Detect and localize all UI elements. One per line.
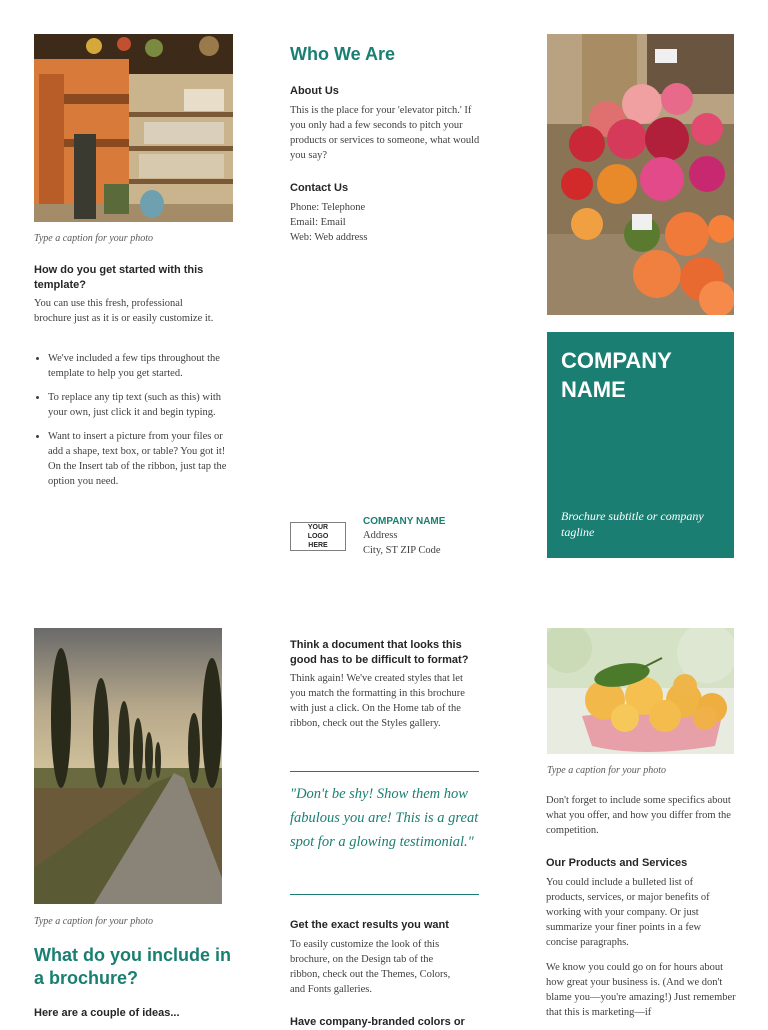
footer-city: City, ST ZIP Code [363, 545, 441, 556]
quote-rule-bottom [290, 894, 479, 895]
testimonial-quote: "Don't be shy! Show them how fabulous you are! This is a great spot for a glowing testimonial." [290, 786, 479, 850]
contact-phone: Phone: Telephone [290, 202, 366, 213]
specifics-text: Don't forget to include some specifics about what you offer, and how you differ from the competition. [546, 795, 731, 836]
products-heading: Our Products and Services [546, 857, 688, 869]
contact-web: Web: Web address [290, 232, 368, 243]
getting-started-intro: You can use this fresh, professional brochure just as it is or easily customize it. [34, 298, 214, 324]
format-heading: Think a document that looks this good has to be difficult to format? [290, 639, 469, 666]
photo-caption: Type a caption for your photo [34, 233, 153, 244]
footer-address: Address [363, 530, 398, 541]
cypress-road-photo [34, 628, 222, 904]
getting-started-heading: How do you get started with this template? [34, 264, 204, 291]
contact-heading: Contact Us [290, 182, 349, 194]
photo-caption: Type a caption for your photo [547, 765, 666, 776]
company-name-panel [547, 332, 734, 558]
footer-company-name: COMPANY NAME [363, 516, 446, 527]
citrus-bowl-photo [547, 628, 734, 754]
list-item: • Want to insert a picture from your files or add a shape, text box, or table? You got it! On the Insert tab of the ribbon, just tap the option you need. [48, 429, 236, 489]
tips-list [34, 351, 236, 498]
logo-placeholder [290, 522, 346, 551]
branded-colors-heading: Have company-branded colors or [290, 1016, 465, 1028]
about-heading: About Us [290, 85, 339, 97]
about-text: This is the place for your 'elevator pitch.' If you only had a few seconds to pitch your products or services to someone, what would you say? [290, 105, 480, 161]
exact-results-text: To easily customize the look of this brochure, on the Design tab of the ribbon, check out the Themes, Colors, and Fonts galleries. [290, 939, 451, 995]
photo-caption: Type a caption for your photo [34, 916, 153, 927]
brochure-include-heading: What do you include in a brochure? [34, 945, 231, 988]
quote-rule-top [290, 771, 479, 772]
list-item: • To replace any tip text (such as this) with your own, just click it and begin typing. [48, 390, 236, 420]
contact-email: Email: Email [290, 217, 346, 228]
logo-text: YOUR LOGO HERE [307, 524, 329, 549]
products-text: You could include a bulleted list of products, services, or major benefits of working with your company. Or just summarize your finer points in a few concise paragraphs. [546, 877, 710, 948]
shelves-photo [34, 34, 233, 222]
exact-results-heading: Get the exact results you want [290, 919, 449, 931]
company-tagline: Brochure subtitle or company tagline [561, 509, 704, 539]
flowers-photo [547, 34, 734, 315]
ideas-subheading: Here are a couple of ideas... [34, 1007, 180, 1019]
company-name-title: COMPANY NAME [561, 348, 672, 402]
list-item: • We've included a few tips throughout the template to help you get started. [48, 351, 236, 381]
format-text: Think again! We've created styles that let you match the formatting in this brochure with just a click. On the Home tab of the ribbon, check out the Styles gallery. [290, 673, 465, 729]
marketing-text: We know you could go on for hours about how great your business is. (And we don't blame you—you're amazing!) Just remember that this is marketing—if [546, 962, 736, 1018]
who-we-are-title: Who We Are [290, 44, 396, 64]
